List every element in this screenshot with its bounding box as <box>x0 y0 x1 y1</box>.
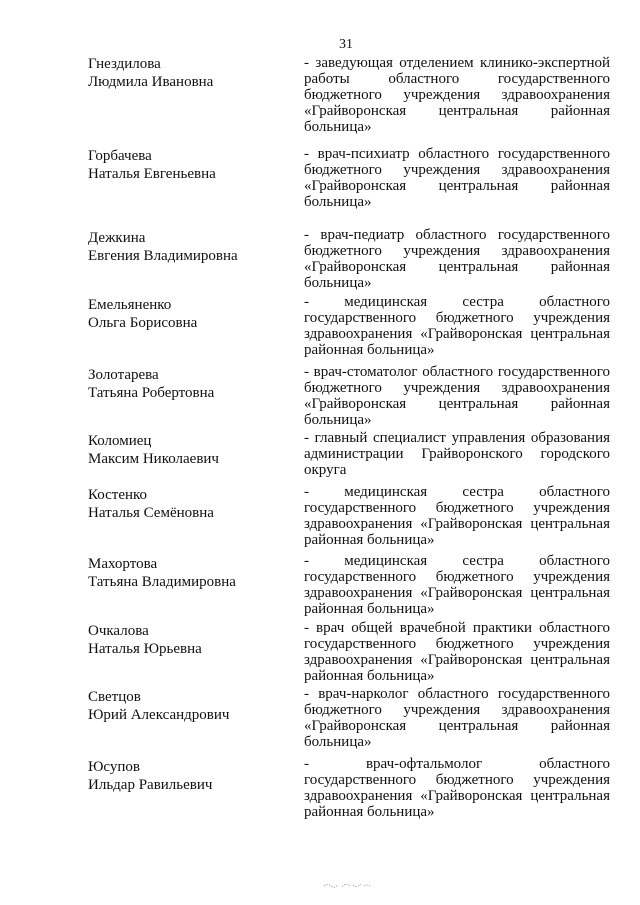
position-description: - врач-нарколог областного государственного бюджетного учреждения здравоохранения «Грайворонская центральная районная больница» <box>304 686 610 750</box>
position-description: - врач-педиатр областного государственного бюджетного учреждения здравоохранения «Грайворонская центральная районная больница» <box>304 227 610 291</box>
surname: Очкалова <box>88 623 149 639</box>
given-names: Татьяна Робертовна <box>88 385 215 401</box>
person-name <box>88 486 293 522</box>
position-description: - заведующая отделением клинико-экспертной работы областного государственного бюджетного учреждения здравоохранения «Грайворонская центральная районная больница» <box>304 55 610 135</box>
position-description: - врач-психиатр областного государственного бюджетного учреждения здравоохранения «Грайворонская центральная районная больница» <box>304 146 610 210</box>
surname: Горбачева <box>88 148 152 164</box>
given-names: Наталья Евгеньевна <box>88 166 216 182</box>
surname: Костенко <box>88 487 148 503</box>
position-description: - врач-стоматолог областного государственного бюджетного учреждения здравоохранения «Грайворонская центральная районная больница» <box>304 364 610 428</box>
person-name <box>88 758 293 794</box>
given-names: Юрий Александрович <box>88 707 230 723</box>
given-names: Ольга Борисовна <box>88 315 198 331</box>
given-names: Максим Николаевич <box>88 451 219 467</box>
given-names: Татьяна Владимировна <box>88 574 236 590</box>
person-name <box>88 55 293 91</box>
person-name <box>88 432 293 468</box>
surname: Емельяненко <box>88 297 172 313</box>
person-name <box>88 229 293 265</box>
surname: Дежкина <box>88 230 146 246</box>
surname: Юсупов <box>88 759 140 775</box>
position-description: - главный специалист управления образования администрации Грайворонского городского округа <box>304 430 610 478</box>
surname: Махортова <box>88 556 158 572</box>
person-name <box>88 688 293 724</box>
surname: Коломиец <box>88 433 152 449</box>
given-names: Наталья Семёновна <box>88 505 214 521</box>
given-names: Ильдар Равильевич <box>88 777 213 793</box>
page-number: 31 <box>339 37 353 52</box>
position-description: - врач общей врачебной практики областного государственного бюджетного учреждения здравоохранения «Грайворонская центральная районная больница» <box>304 620 610 684</box>
person-name <box>88 622 293 658</box>
given-names: Наталья Юрьевна <box>88 641 202 657</box>
given-names: Людмила Ивановна <box>88 74 214 90</box>
surname: Светцов <box>88 689 141 705</box>
person-name <box>88 366 293 402</box>
surname: Золотарева <box>88 367 159 383</box>
position-description: - врач-офтальмолог областного государственного бюджетного учреждения здравоохранения «Грайворонская центральная районная больница» <box>304 756 610 820</box>
person-name <box>88 147 293 183</box>
person-name <box>88 296 293 332</box>
scan-artifact-mark <box>322 880 372 890</box>
position-description: - медицинская сестра областного государственного бюджетного учреждения здравоохранения «Грайворонская центральная районная больница» <box>304 484 610 548</box>
person-name <box>88 555 293 591</box>
position-description: - медицинская сестра областного государственного бюджетного учреждения здравоохранения «Грайворонская центральная районная больница» <box>304 294 610 358</box>
surname: Гнездилова <box>88 56 161 72</box>
given-names: Евгения Владимировна <box>88 248 238 264</box>
position-description: - медицинская сестра областного государственного бюджетного учреждения здравоохранения «Грайворонская центральная районная больница» <box>304 553 610 617</box>
